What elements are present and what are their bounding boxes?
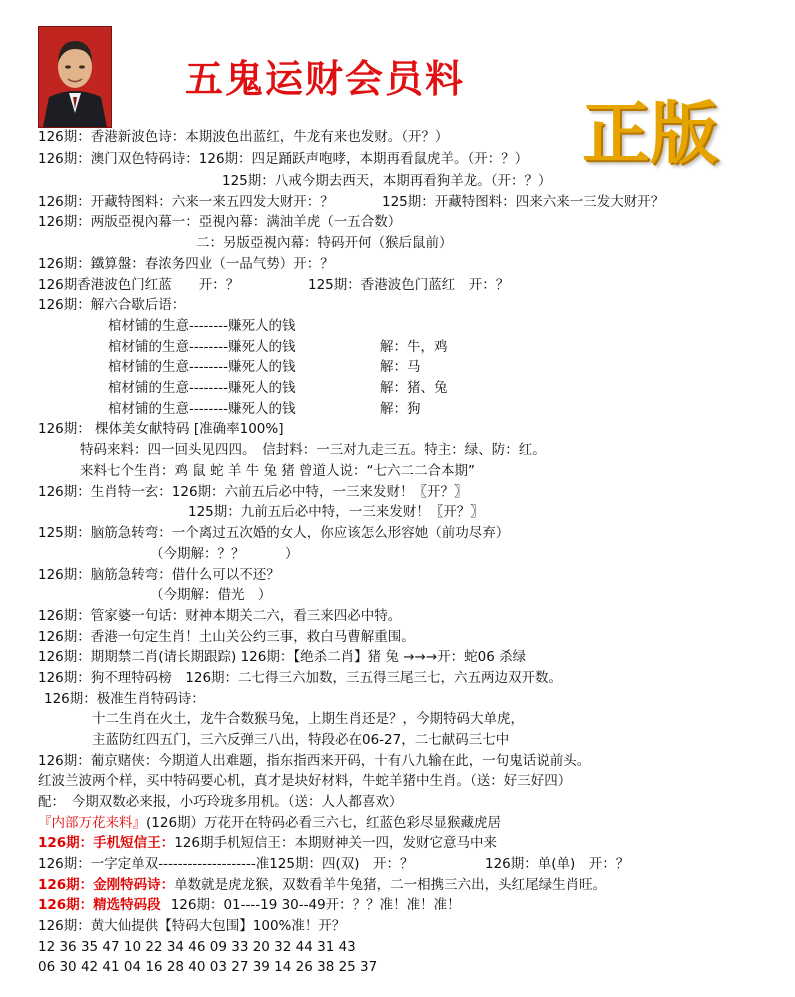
text-line: 126期香港波色门红蓝 开：？	[38, 277, 240, 293]
text-line: 125期：八戒今期去西天，本期再看狗羊龙。（开：？）	[222, 173, 552, 189]
page-title: 五鬼运财会员料	[185, 56, 466, 101]
riddle-line: 棺材铺的生意--------赚死人的钱	[108, 401, 296, 417]
text-line: 二：另版亞視內幕：特码开何（猴后鼠前）	[196, 235, 453, 251]
text-line: 来料七个生肖：鸡 鼠 蛇 羊 牛 兔 猪 曾道人说：“七六二二合本期”	[80, 463, 476, 479]
riddle-line: 棺材铺的生意--------赚死人的钱	[108, 339, 296, 355]
text-line	[38, 896, 461, 914]
text-line: 十二生肖在火土，龙牛合数猴马兔，上期生肖还是？，今期特码大单虎，	[92, 711, 524, 727]
text-line: 126期：狗不理特码榜 126期：二七得三六加数，三五得三尾三七，六五两边双开数。	[38, 670, 563, 686]
line-text: 126期手机短信王：本期财神关一四，发财它意马中来	[174, 835, 497, 851]
text-line: （今期解：借光 ）	[150, 587, 272, 603]
portrait-image	[39, 27, 111, 127]
text-line	[38, 814, 501, 832]
text-line	[38, 876, 606, 894]
text-line: 125期：开藏特图料：四来六来一三发大财开？	[382, 194, 665, 210]
riddle-answer: 解：猪、兔	[380, 380, 448, 396]
line-text: 126期：01----19 30--49开：？？准！准！准！	[170, 897, 461, 913]
text-line: 特码来料：四一回头见四四。 信封料：一三对九走三五。特主：绿、防：红。	[80, 442, 546, 458]
highlight-label: 126期：精选特码段	[38, 897, 161, 913]
text-line: 126期：解六合歇后语：	[38, 297, 186, 313]
text-line: 配： 今期双数必来报，小巧玲珑多用机。（送：人人都喜欢）	[38, 794, 403, 810]
text-line: 红波兰波两个样，买中特码要心机，真才是块好材料，牛蛇羊猪中生肖。（送：好三好四）	[38, 773, 572, 789]
highlight-label: 126期：手机短信王：	[38, 835, 175, 851]
text-line: 126期：香港一句定生肖！土山关公约三事，救白马曹解重围。	[38, 629, 415, 645]
text-line: 126期：澳门双色特码诗：126期：四足踊跃声咆哮，本期再看鼠虎羊。（开：？）	[38, 151, 529, 167]
riddle-line: 棺材铺的生意--------赚死人的钱	[108, 380, 296, 396]
text-line: 126期：生肖特一玄：126期：六前五后必中特，一三来发财！〖开？〗	[38, 484, 468, 500]
text-line: 126期：脑筋急转弯：借什么可以不还？	[38, 567, 280, 583]
line-text: (126期）万花开在特码必看三六七，红蓝色彩尽显猴藏虎居	[146, 815, 502, 831]
text-line: 125期：脑筋急转弯：一个离过五次婚的女人，你应该怎么形容她（前功尽弃）	[38, 525, 510, 541]
text-line	[38, 834, 497, 852]
text-line: 126期：鐵算盤：春浓务四业（一品气势）开：？	[38, 256, 334, 272]
text-line: 125期：九前五后必中特，一三来发财！〖开？〗	[188, 504, 484, 520]
number-row: 06 30 42 41 04 16 28 40 03 27 39 14 26 38 25 37	[38, 959, 378, 975]
riddle-line: 棺材铺的生意--------赚死人的钱	[108, 318, 296, 334]
riddle-answer: 解：牛，鸡	[380, 339, 448, 355]
text-line: 126期：两版亞視內幕一：亞視內幕：满油羊虎（一五合数）	[38, 214, 402, 230]
portrait-photo	[38, 26, 112, 128]
genuine-stamp: 正版	[582, 94, 719, 174]
text-line: 126期：期期禁二肖(请长期跟踪) 126期：【绝杀二肖】猪 兔 →→→开：蛇06 杀绿	[38, 649, 527, 665]
highlight-label: 『内部万花来料』	[38, 815, 146, 831]
text-line: 126期：管家婆一句话：财神本期关二六，看三来四必中特。	[38, 608, 402, 624]
riddle-answer: 解：马	[380, 359, 421, 375]
highlight-label: 126期：金刚特码诗：	[38, 877, 175, 893]
text-line: 126期：葡京赌侠：今期道人出难题，指东指西来开码，十有八九输在此，一句鬼话说前头。	[38, 753, 591, 769]
line-text: 单数就是虎龙猴，双数看羊牛兔猪，二一相携三六出，头红尾绿生肖旺。	[174, 877, 607, 893]
riddle-line: 棺材铺的生意--------赚死人的钱	[108, 359, 296, 375]
text-line: 126期：单(单) 开：？	[485, 856, 630, 872]
text-line: （今期解：？？ ）	[150, 546, 299, 562]
text-line: 126期：黄大仙提供【特码大包围】100%准！开？	[38, 918, 346, 934]
text-line: 126期：极准生肖特码诗：	[44, 691, 205, 707]
text-line: 126期：一字定单双--------------------准125期：四(双) 开：？	[38, 856, 414, 872]
text-line: 126期：香港新波色诗：本期波色出蓝红，牛龙有来也发财。（开？）	[38, 129, 449, 145]
text-line: 126期： 棵体美女献特码 [准确率100%]	[38, 421, 284, 437]
text-line: 125期：香港波色门蓝红 开：？	[308, 277, 510, 293]
number-row: 12 36 35 47 10 22 34 46 09 33 20 32 44 31 43	[38, 939, 356, 955]
riddle-answer: 解：狗	[380, 401, 421, 417]
text-line: 主蓝防红四五门，三六反弹三八出，特段必在06-27，二七献码三七中	[92, 732, 510, 748]
text-line: 126期：开藏特图料：六来一来五四发大财开：？	[38, 194, 334, 210]
